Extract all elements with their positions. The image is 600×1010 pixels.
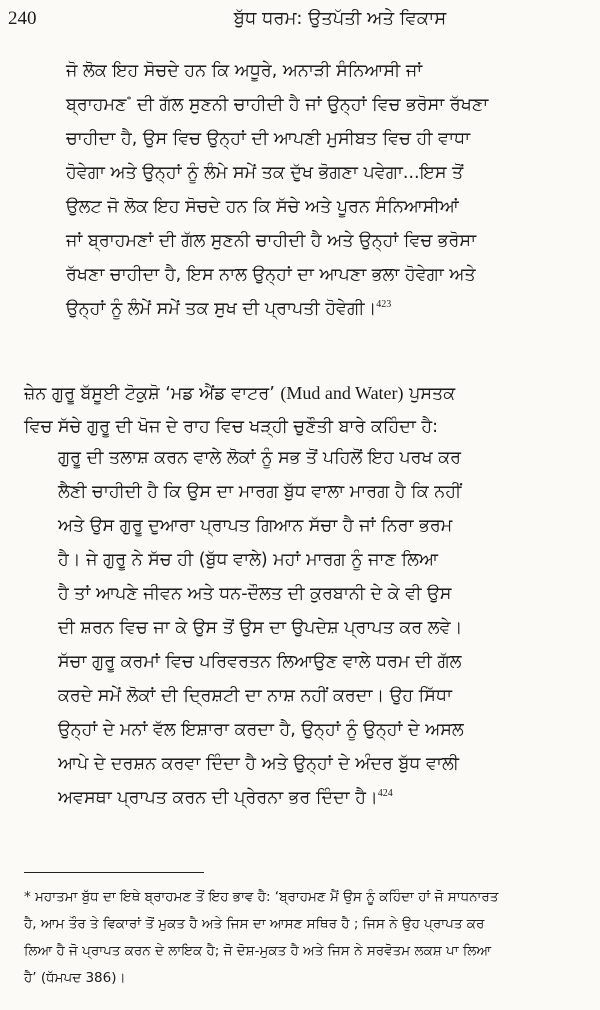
text-line: ਆਪੇ ਦੇ ਦਰਸ਼ਨ ਕਰਵਾ ਦਿੰਦਾ ਹੈ ਅਤੇ ਉਨ੍ਹਾਂ ਦੇ ਅੰਦਰ ਬੁੱਧ ਵਾਲੀ <box>58 754 460 774</box>
text-line <box>24 376 455 410</box>
text-line: ਹੈ ਤਾਂ ਆਪਣੇ ਜੀਵਨ ਅਤੇ ਧਨ-ਦੌਲਤ ਦੀ ਕੁਰਬਾਨੀ ਦੇ ਕੇ ਵੀ ਉਸ <box>58 584 452 604</box>
text-line <box>66 292 488 326</box>
line-rest: ਦੀ ਗੱਲ ਸੁਣਨੀ ਚਾਹੀਦੀ ਹੈ ਜਾਂ ਉਨ੍ਹਾਂ ਵਿਚ ਭਰੋਸਾ ਰੱਖਣਾ <box>131 95 489 115</box>
footnote-line: ਹੈ’ (ਧੱਮਪਦ 386)। <box>24 970 126 986</box>
footnote-line: ਲਿਆ ਹੈ ਜੋ ਪ੍ਰਾਪਤ ਕਰਨ ਦੇ ਲਾਇਕ ਹੈ; ਜੋ ਦੋਸ਼-ਮੁਕਤ ਹੈ ਅਤੇ ਜਿਸ ਨੇ ਸਰਵੋਤਮ ਲਕਸ਼ ਪਾ ਲਿਆ <box>24 943 492 959</box>
line-text: ਜ਼ੇਨ ਗੁਰੂ ਬੱਸੂਈ ਟੋਕੁਸ਼ੋ ‘ਮਡ ਐਂਡ ਵਾਟਰ’ <box>24 384 281 404</box>
text-line: ਅਤੇ ਉਸ ਗੁਰੂ ਦੁਆਰਾ ਪ੍ਰਾਪਤ ਗਿਆਨ ਸੱਚਾ ਹੈ ਜਾਂ ਨਿਰਾ ਭਰਮ <box>58 516 453 536</box>
text-line: ਲੈਣੀ ਚਾਹੀਦੀ ਹੈ ਕਿ ਉਸ ਦਾ ਮਾਰਗ ਬੁੱਧ ਵਾਲਾ ਮਾਰਗ ਹੈ ਕਿ ਨਹੀਂ <box>58 482 462 502</box>
word-brahman: ਬ੍ਰਾਹਮਣ <box>66 95 127 115</box>
quotation-block-1 <box>66 54 488 326</box>
text-line: ਹੈ। ਜੇ ਗੁਰੂ ਨੇ ਸੱਚ ਹੀ (ਬੁੱਧ ਵਾਲੇ) ਮਹਾਂ ਮਾਰਗ ਨੂੰ ਜਾਣ ਲਿਆ <box>58 550 439 570</box>
page-number: 240 <box>8 8 37 29</box>
text-line: ਵਿਚ ਸੱਚੇ ਗੁਰੂ ਦੀ ਖੋਜ ਦੇ ਰਾਹ ਵਿਚ ਖੜ੍ਹੀ ਚੁਣੌਤੀ ਬਾਰੇ ਕਹਿੰਦਾ ਹੈ: <box>24 417 439 437</box>
footnote-line: ਹੈ, ਆਮ ਤੌਰ ਤੇ ਵਿਕਾਰਾਂ ਤੋਂ ਮੁਕਤ ਹੈ ਅਤੇ ਜਿਸ ਦਾ ਆਸਣ ਸਥਿਰ ਹੈ ; ਜਿਸ ਨੇ ਉਹ ਪ੍ਰਾਪਤ ਕਰ <box>24 916 485 932</box>
text-line: ਕਰਦੇ ਸਮੇਂ ਲੋਕਾਂ ਦੀ ਦ੍ਰਿਸ਼ਟੀ ਦਾ ਨਾਸ਼ ਨਹੀਂ ਕਰਦਾ। ਉਹ ਸਿੱਧਾ <box>58 686 452 706</box>
quotation-block-2 <box>58 441 464 815</box>
text-line: ਗੁਰੂ ਦੀ ਤਲਾਸ਼ ਕਰਨ ਵਾਲੇ ਲੋਕਾਂ ਨੂੰ ਸਭ ਤੋਂ ਪਹਿਲੋਂ ਇਹ ਪਰਖ ਕਰ <box>58 448 461 468</box>
text-line: ਜੋ ਲੋਕ ਇਹ ਸੋਚਦੇ ਹਨ ਕਿ ਅਧੂਰੇ, ਅਨਾੜੀ ਸੰਨਿਆਸੀ ਜਾਂ <box>66 61 423 81</box>
text-line: ਚਾਹੀਦਾ ਹੈ, ਉਸ ਵਿਚ ਉਨ੍ਹਾਂ ਦੀ ਆਪਣੀ ਮੁਸੀਬਤ ਵਿਚ ਹੀ ਵਾਧਾ <box>66 129 471 149</box>
book-title-latin: (Mud and Water) <box>280 383 404 403</box>
text-line: ਜਾਂ ਬ੍ਰਾਹਮਣਾਂ ਦੀ ਗੱਲ ਸੁਣਨੀ ਚਾਹੀਦੀ ਹੈ ਅਤੇ ਉਨ੍ਹਾਂ ਵਿਚ ਭਰੋਸਾ <box>66 231 477 251</box>
page-header <box>0 8 600 38</box>
running-title: ਬੁੱਧ ਧਰਮ: ਉਤਪੱਤੀ ਅਤੇ ਵਿਕਾਸ <box>233 8 447 29</box>
footnote-marker: * <box>126 95 132 107</box>
line-text: ਉਨ੍ਹਾਂ ਨੂੰ ਲੰਮੇਂ ਸਮੇਂ ਤਕ ਸੁਖ ਦੀ ਪ੍ਰਾਪਤੀ ਹੋਵੇਗੀ। <box>66 299 377 319</box>
text-line: ਰੱਖਣਾ ਚਾਹੀਦਾ ਹੈ, ਇਸ ਨਾਲ ਉਨ੍ਹਾਂ ਦਾ ਆਪਣਾ ਭਲਾ ਹੋਵੇਗਾ ਅਤੇ <box>66 265 476 285</box>
footnote-line: * ਮਹਾਤਮਾ ਬੁੱਧ ਦਾ ਇਥੇ ਬ੍ਰਾਹਮਣ ਤੋਂ ਇਹ ਭਾਵ ਹੈ: ‘ਬ੍ਰਾਹਮਣ ਮੈਂ ਉਸ ਨੂੰ ਕਹਿੰਦਾ ਹਾਂ ਜੋ ਸਾਧਨਾਰਤ <box>24 889 499 905</box>
text-line <box>66 88 488 122</box>
text-line: ਉਲਟ ਜੋ ਲੋਕ ਇਹ ਸੋਚਦੇ ਹਨ ਕਿ ਸੱਚੇ ਅਤੇ ਪੂਰਨ ਸੰਨਿਆਸੀਆਂ <box>66 197 459 217</box>
intro-paragraph <box>24 376 455 444</box>
text-line: ਹੋਵੇਗਾ ਅਤੇ ਉਨ੍ਹਾਂ ਨੂੰ ਲੰਮੇ ਸਮੇਂ ਤਕ ਦੁੱਖ ਭੋਗਣਾ ਪਵੇਗਾ...ਇਸ ਤੋਂ <box>66 163 464 183</box>
citation-424: 424 <box>377 788 393 800</box>
text-line: ਦੀ ਸ਼ਰਨ ਵਿਚ ਜਾ ਕੇ ਉਸ ਤੋਂ ਉਸ ਦਾ ਉਪਦੇਸ਼ ਪ੍ਰਾਪਤ ਕਰ ਲਵੇ। <box>58 618 463 638</box>
text-line: ਉਨ੍ਹਾਂ ਦੇ ਮਨਾਂ ਵੱਲ ਇਸ਼ਾਰਾ ਕਰਦਾ ਹੈ, ਉਨ੍ਹਾਂ ਨੂੰ ਉਨ੍ਹਾਂ ਦੇ ਅਸਲ <box>58 720 464 740</box>
line-text: ਪੁਸਤਕ <box>403 384 456 404</box>
footnote-divider <box>24 872 204 873</box>
text-line <box>58 781 464 815</box>
line-text: ਅਵਸਥਾ ਪ੍ਰਾਪਤ ਕਰਨ ਦੀ ਪ੍ਰੇਰਨਾ ਭਰ ਦਿੰਦਾ ਹੈ। <box>58 788 378 808</box>
citation-423: 423 <box>376 299 392 311</box>
footnote <box>24 884 498 992</box>
text-line: ਸੱਚਾ ਗੁਰੂ ਕਰਮਾਂ ਵਿਚ ਪਰਿਵਰਤਨ ਲਿਆਉਣ ਵਾਲੇ ਧਰਮ ਦੀ ਗੱਲ <box>58 652 462 672</box>
